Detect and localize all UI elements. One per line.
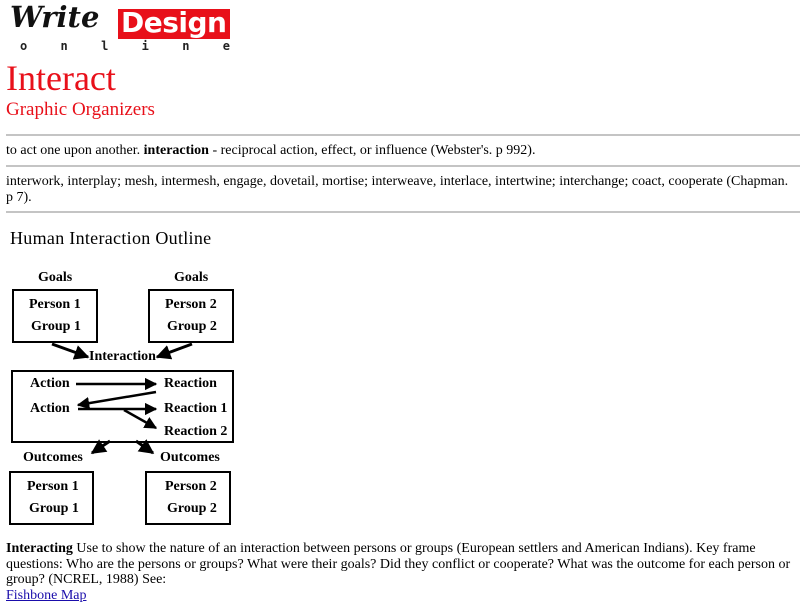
divider [6, 165, 800, 167]
logo-online-letter: o [20, 39, 28, 53]
person2-label: Person 2 [165, 297, 217, 312]
definition-lead: to act one upon another. [6, 143, 141, 158]
group2-label: Group 2 [167, 319, 217, 334]
group1-label: Group 1 [31, 319, 81, 334]
definition-rest: - reciprocal action, effect, or influence (Webster's. p 992). [208, 143, 536, 158]
outcome-person1-label: Person 1 [27, 479, 79, 494]
outcome-group1-label: Group 1 [29, 501, 79, 516]
arrow-goals1-to-interaction [52, 344, 88, 357]
diagram-title: Human Interaction Outline [10, 228, 212, 248]
logo-online-letter: i [141, 39, 149, 53]
logo-online-letter: e [222, 39, 230, 53]
reaction2-label: Reaction 2 [164, 424, 228, 439]
outcomes-box-2 [145, 471, 231, 525]
description-text: Use to show the nature of an interaction between persons or groups (European settlers and American Indians). Key frame questions: Who are the persons or groups? What were their goals? Did they conflict or cooperate? What was the outcome for each person or group? (NCREL, 1988) See: [6, 541, 791, 587]
arrow-goals2-to-interaction [157, 344, 192, 357]
logo-design-text: Design [121, 6, 227, 39]
reaction1-label: Reaction 1 [164, 401, 228, 416]
human-interaction-diagram [0, 260, 250, 535]
logo-online-text [20, 39, 230, 53]
outcomes-box-1 [9, 471, 94, 525]
interacting-description [6, 541, 796, 603]
goals-label-right: Goals [174, 270, 209, 285]
interaction-label: Interaction [89, 349, 156, 364]
outcome-group2-label: Group 2 [167, 501, 217, 516]
write-design-online-logo [8, 0, 232, 53]
interaction-box [11, 370, 234, 443]
goals-label-left: Goals [38, 270, 73, 285]
goals-box-1 [12, 289, 98, 343]
logo-online-letter: n [60, 39, 68, 53]
divider [6, 134, 800, 136]
outcome-person2-label: Person 2 [165, 479, 217, 494]
person1-label: Person 1 [29, 297, 81, 312]
reaction-label: Reaction [164, 376, 217, 391]
page-title: Interact [6, 58, 116, 98]
goals-box-2 [148, 289, 234, 343]
logo-online-letter: n [182, 39, 190, 53]
description-term: Interacting [6, 541, 73, 556]
fishbone-map-link[interactable]: Fishbone Map [6, 587, 87, 603]
logo-write-text: Write [10, 0, 100, 34]
divider [6, 211, 800, 213]
outcomes-label-left: Outcomes [23, 450, 83, 465]
page-subtitle: Graphic Organizers [6, 99, 155, 120]
outcomes-label-right: Outcomes [160, 450, 220, 465]
definition-text [6, 143, 796, 159]
synonyms-text: interwork, interplay; mesh, intermesh, engage, dovetail, mortise; interweave, interlace, intertwine; interchange; coact, cooperate (Chapman. p 7). [6, 174, 789, 205]
logo-online-letter: l [101, 39, 109, 53]
action-label-2: Action [30, 401, 70, 416]
action-label-1: Action [30, 376, 70, 391]
definition-term: interaction [143, 143, 209, 158]
